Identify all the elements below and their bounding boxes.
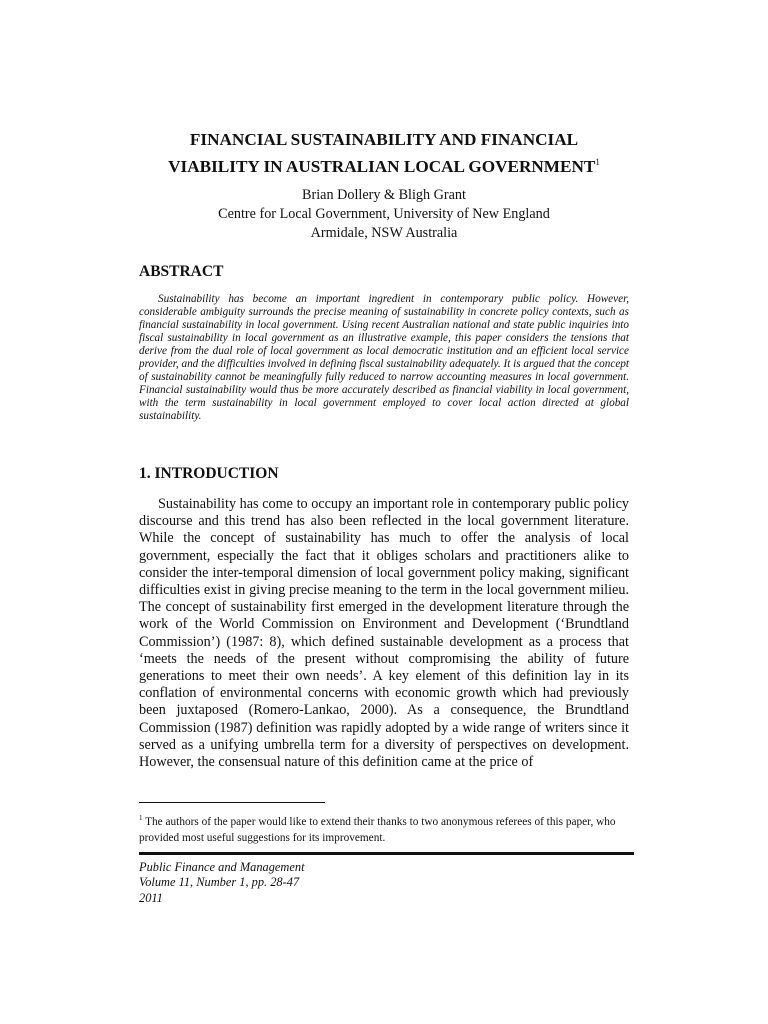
journal-volume: Volume 11, Number 1, pp. 28-47 <box>139 875 300 890</box>
author-affiliation: Centre for Local Government, University of New England <box>218 206 550 222</box>
author-location: Armidale, NSW Australia <box>310 225 458 241</box>
journal-year: 2011 <box>139 890 163 905</box>
footnote <box>139 810 629 846</box>
title-footnote-mark: 1 <box>595 157 600 167</box>
title-line-1: FINANCIAL SUSTAINABILITY AND FINANCIAL <box>189 130 579 149</box>
author-names: Brian Dollery & Bligh Grant <box>302 187 466 203</box>
introduction-heading: 1. INTRODUCTION <box>139 465 279 482</box>
journal-info <box>139 860 305 906</box>
abstract-text: Sustainability has become an important ingredient in contemporary public policy. However, considerable ambiguity surrounds the precise meaning of sustainability in concrete policy contexts, such as financial sustainability in local government. Using recent Australian national and state public inquiries into fiscal sustainability in local government as an illustrative example, this paper considers the tensions that derive from the dual role of local government as local democratic institution and an efficient local service provider, and the difficulties involved in defining fiscal sustainability adequately. It is argued that the concept of sustainability cannot be meaningfully fully reduced to narrow accounting measures in local government. Financial sustainability would thus be more accurately described as financial viability in local government, with the term sustainability in local government employed to cover local action directed at global sustainability. <box>139 293 629 423</box>
abstract-heading: ABSTRACT <box>139 263 224 280</box>
paper-title <box>130 128 638 178</box>
journal-name: Public Finance and Management <box>139 860 305 874</box>
footnote-divider <box>139 802 325 803</box>
footnote-mark: 1 <box>139 814 143 822</box>
author-block <box>130 186 638 243</box>
footnote-text: The authors of the paper would like to extend their thanks to two anonymous referees of this paper, who provided most useful suggestions for its improvement. <box>139 816 616 844</box>
journal-divider <box>139 852 634 855</box>
introduction-text: Sustainability has come to occupy an important role in contemporary public policy discourse and this trend has also been reflected in the local government literature. While the concept of sustainability has much to offer the analysis of local government, especially the fact that it obliges scholars and practitioners alike to consider the inter-temporal dimension of local government policy making, significant difficulties exist in giving precise meaning to the term in the local government milieu. The concept of sustainability first emerged in the development literature through the work of the World Commission on Environment and Development (‘Brundtland Commission’) (1987: 8), which defined sustainable development as a process that ‘meets the needs of the present without compromising the ability of future generations to meet their own needs’. A key element of this definition lay in its conflation of environmental concerns with economic growth which had previously been juxtaposed (Romero-Lankao, 2000). As a consequence, the Brundtland Commission (1987) definition was rapidly adopted by a wide range of writers since it served as a unifying umbrella term for a diversity of perspectives on development. However, the consensual nature of this definition came at the price of <box>139 496 629 771</box>
title-line-2: VIABILITY IN AUSTRALIAN LOCAL GOVERNMENT <box>168 157 596 176</box>
